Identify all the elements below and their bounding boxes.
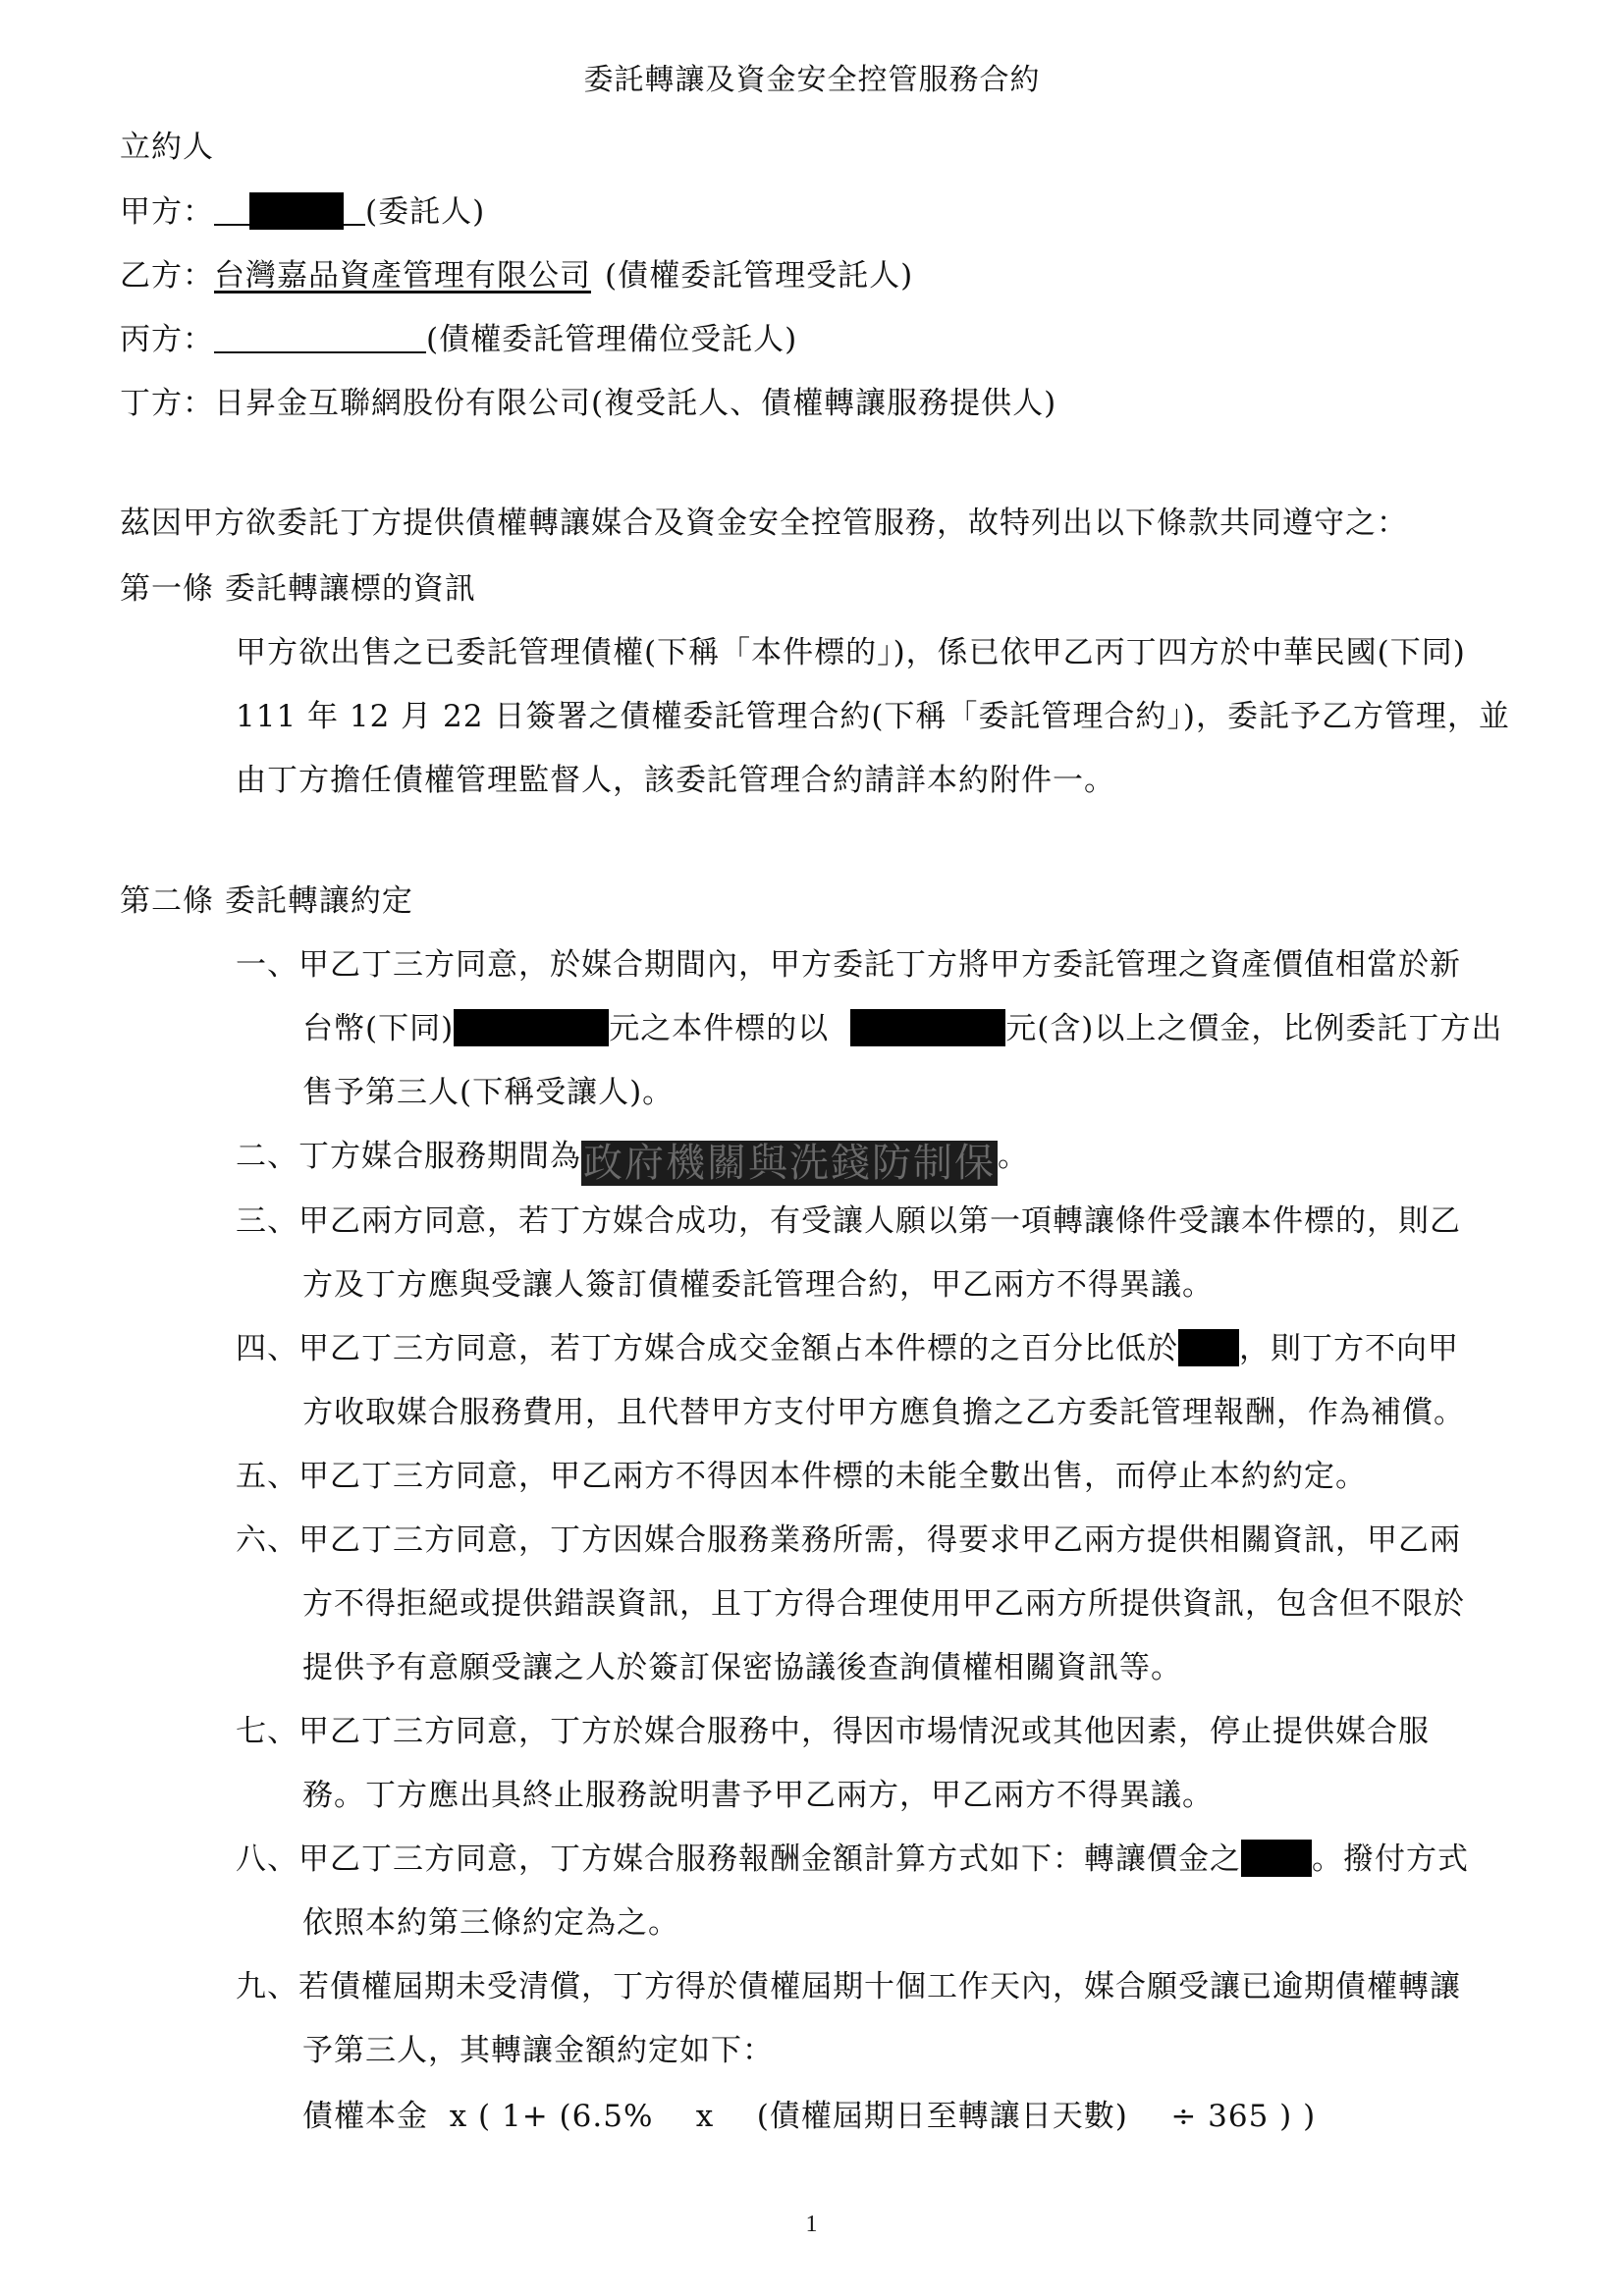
article2-item8-line1: [236, 1840, 1469, 1879]
article1-line-2: 111 年 12 月 22 日簽署之債權委託管理合約(下稱「委託管理合約」)，委託予乙方管理，並: [236, 699, 1511, 734]
party-a-underline-right: [344, 198, 365, 226]
document-title: 委託轉讓及資金安全控管服務合約: [583, 63, 1041, 97]
page-number: 1: [805, 2212, 819, 2237]
redaction-fee-rate: [1241, 1840, 1312, 1877]
item1-text-a: 台幣(下同): [302, 1011, 455, 1046]
party-b-label: 乙方：: [120, 258, 214, 294]
article2-item5: 五、甲乙丁三方同意，甲乙兩方不得因本件標的未能全數出售，而停止本約約定。: [236, 1459, 1367, 1494]
article2-item2: [236, 1137, 1029, 1186]
redaction-service-period: 政府機關與洗錢防制保: [583, 1141, 996, 1186]
party-a-underline-left: [214, 198, 249, 226]
article2-item1-line1: 一、甲乙丁三方同意，於媒合期間內，甲方委託丁方將甲方委託管理之資產價值相當於新: [236, 947, 1461, 983]
preamble: 茲因甲方欲委託丁方提供債權轉讓媒合及資金安全控管服務，故特列出以下條款共同遵守之：: [120, 506, 1408, 541]
article1-heading: 第一條 委託轉讓標的資訊: [120, 571, 476, 607]
article2-item3-line2: 方及丁方應與受讓人簽訂債權委託管理合約，甲乙兩方不得異議。: [302, 1267, 1214, 1303]
article1-line-3: 由丁方擔任債權管理監督人，該委託管理合約請詳本約附件一。: [236, 763, 1115, 798]
article2-item9-line2: 予第三人，其轉讓金額約定如下：: [302, 2033, 774, 2068]
article2-item7-line2: 務。丁方應出具終止服務說明書予甲乙兩方，甲乙兩方不得異議。: [302, 1778, 1214, 1813]
party-a-label: 甲方：: [120, 194, 214, 230]
redaction-party-a: [249, 192, 344, 230]
item8-text-b: 。撥付方式: [1312, 1842, 1469, 1877]
party-b: [120, 256, 913, 295]
item4-text-a: 四、甲乙丁三方同意，若丁方媒合成交金額占本件標的之百分比低於: [236, 1331, 1178, 1366]
transfer-formula: 債權本金 x ( 1+ (6.5% x (債權屆期日至轉讓日天數) ÷ 365 ) ): [302, 2099, 1317, 2134]
party-d: 丁方：日昇金互聯網股份有限公司(複受託人、債權轉讓服務提供人): [120, 386, 1057, 421]
article2-heading: 第二條 委託轉讓約定: [120, 883, 413, 919]
party-a-role: (委託人): [365, 194, 486, 230]
party-b-name: 台灣嘉品資產管理有限公司: [214, 258, 591, 294]
party-c-label: 丙方：: [120, 322, 214, 357]
item1-text-c: 元(含)以上之價金，比例委託丁方出: [1005, 1011, 1503, 1046]
party-b-role: (債權委託管理受託人): [605, 258, 914, 294]
article1-line-1: 甲方欲出售之已委託管理債權(下稱「本件標的」)，係已依甲乙丙丁四方於中華民國(下同): [236, 635, 1466, 670]
article2-item7-line1: 七、甲乙丁三方同意，丁方於媒合服務中，得因市場情況或其他因素，停止提供媒合服: [236, 1714, 1430, 1749]
article2-item6-line2: 方不得拒絕或提供錯誤資訊，且丁方得合理使用甲乙兩方所提供資訊，包含但不限於: [302, 1586, 1465, 1622]
item8-text-a: 八、甲乙丁三方同意，丁方媒合服務報酬金額計算方式如下：轉讓價金之: [236, 1842, 1241, 1877]
article2-item9-line1: 九、若債權屆期未受清償，丁方得於債權屆期十個工作天內，媒合願受讓已逾期債權轉讓: [236, 1969, 1461, 2004]
article2-item3-line1: 三、甲乙兩方同意，若丁方媒合成功，有受讓人願以第一項轉讓條件受讓本件標的，則乙: [236, 1203, 1461, 1239]
redaction-price: [850, 1009, 1005, 1046]
party-a: [120, 192, 485, 232]
item4-text-b: ，則丁方不向甲: [1239, 1331, 1459, 1366]
article2-item1-line2: [302, 1009, 1502, 1048]
item2-text-b: 。: [998, 1139, 1029, 1174]
article2-item6-line3: 提供予有意願受讓之人於簽訂保密協議後查詢債權相關資訊等。: [302, 1650, 1182, 1685]
item2-text-a: 二、丁方媒合服務期間為: [236, 1139, 581, 1174]
redaction-asset-value: [454, 1009, 609, 1046]
article2-item4-line2: 方收取媒合服務費用，且代替甲方支付甲方應負擔之乙方委託管理報酬，作為補償。: [302, 1395, 1465, 1430]
party-c-role: (債權委託管理備位受託人): [426, 322, 798, 357]
party-c-blank: [214, 326, 426, 353]
article2-item8-line2: 依照本約第三條約定為之。: [302, 1905, 679, 1941]
article2-item1-line3: 售予第三人(下稱受讓人)。: [302, 1075, 675, 1110]
parties-heading: 立約人: [120, 130, 214, 165]
article2-item4-line1: [236, 1329, 1459, 1368]
article2-item6-line1: 六、甲乙丁三方同意，丁方因媒合服務業務所需，得要求甲乙兩方提供相關資訊，甲乙兩: [236, 1522, 1461, 1558]
party-c: [120, 320, 797, 359]
redaction-percentage: [1178, 1329, 1239, 1366]
item1-text-b: 元之本件標的以: [609, 1011, 830, 1046]
